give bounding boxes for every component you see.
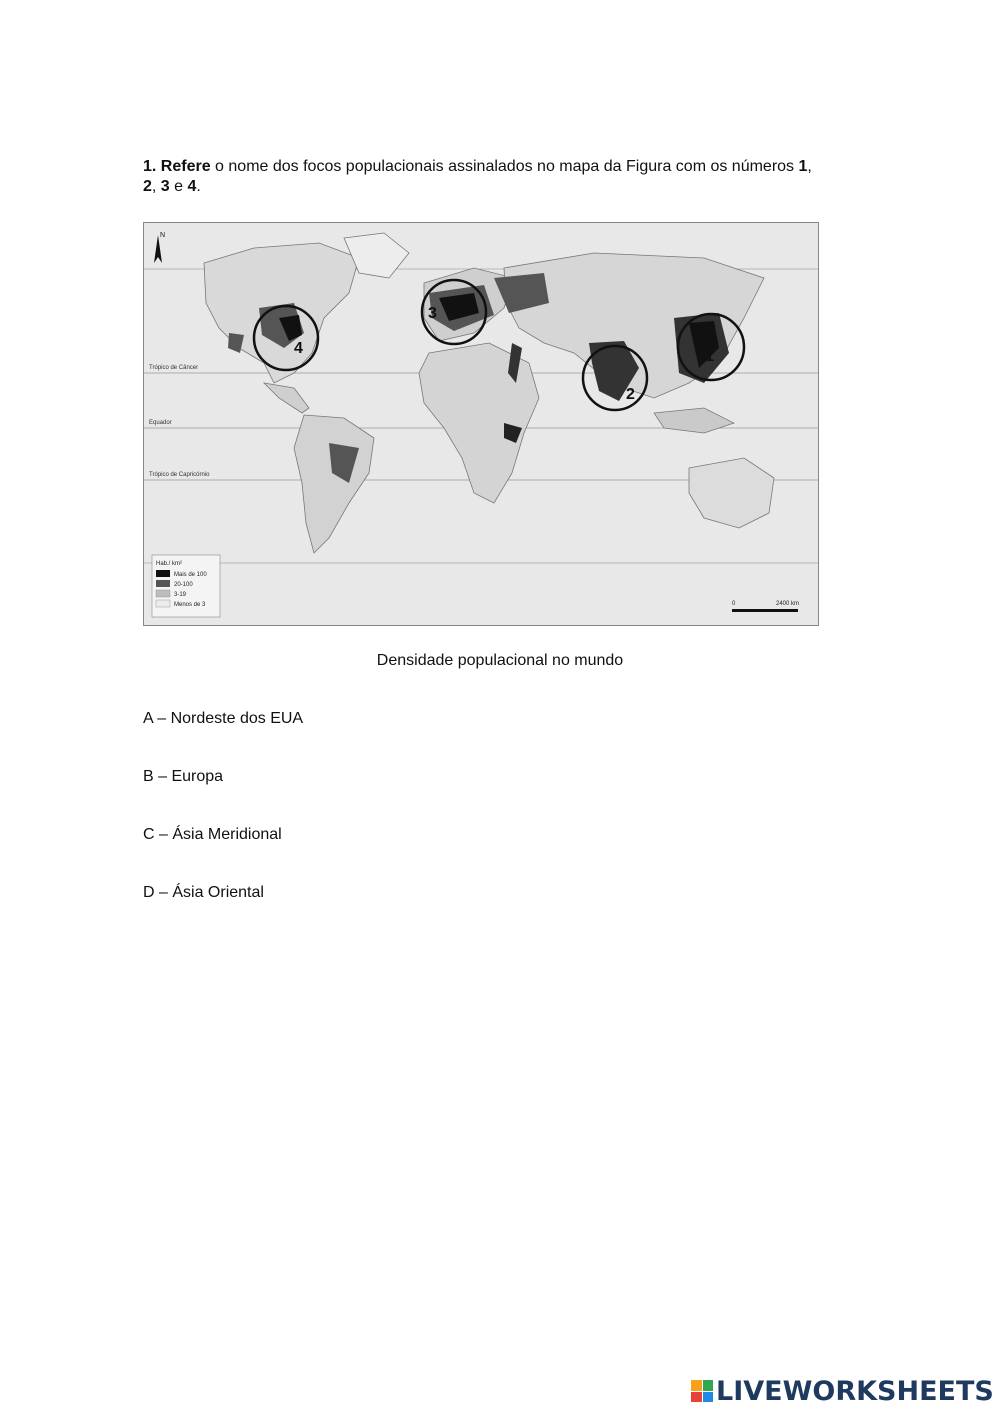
legend-item: 3-19 (174, 592, 187, 598)
number-4: 4 (187, 178, 197, 195)
legend-item: Menos de 3 (174, 602, 206, 608)
number-2: 2 (143, 178, 152, 195)
marker-1: 1 (705, 348, 714, 365)
answer-b: B – Europa (143, 768, 224, 785)
brand-name: LIVEWORKSHEETS (716, 1375, 994, 1407)
liveworksheets-logo (691, 1376, 994, 1406)
north-label: N (160, 232, 166, 239)
separator: , (807, 158, 812, 175)
number-3: 3 (160, 178, 170, 195)
legend-item: 20-100 (174, 582, 193, 588)
marker-3: 3 (428, 305, 437, 322)
scale-end: 2400 km (776, 601, 800, 607)
answer-a: A – Nordeste dos EUA (143, 710, 304, 727)
period: . (196, 178, 201, 195)
legend-item: Mais de 100 (174, 572, 207, 578)
separator: , (151, 178, 161, 195)
question-body: o nome dos focos populacionais assinalados no mapa da Figura com os números (210, 158, 799, 175)
tropic-of-capricorn-label: Trópico de Capricórnio (149, 472, 210, 478)
question-text (143, 157, 863, 197)
number-1: 1 (798, 158, 808, 175)
map-legend (152, 555, 220, 617)
liveworksheets-logo-icon (691, 1380, 713, 1402)
question-number: 1. (143, 158, 157, 175)
legend-title: Hab./ km² (156, 561, 183, 567)
equator-label: Equador (149, 420, 172, 426)
question-verb: Refere (160, 158, 211, 175)
tropic-of-cancer-label: Trópico de Câncer (149, 365, 199, 371)
map-caption: Densidade populacional no mundo (376, 652, 624, 669)
answer-d: D – Ásia Oriental (143, 884, 264, 901)
scale-start: 0 (732, 601, 736, 607)
marker-4: 4 (294, 340, 303, 357)
marker-2: 2 (626, 386, 635, 403)
world-population-density-map (143, 222, 819, 626)
answer-c: C – Ásia Meridional (143, 826, 282, 843)
separator: e (169, 178, 188, 195)
